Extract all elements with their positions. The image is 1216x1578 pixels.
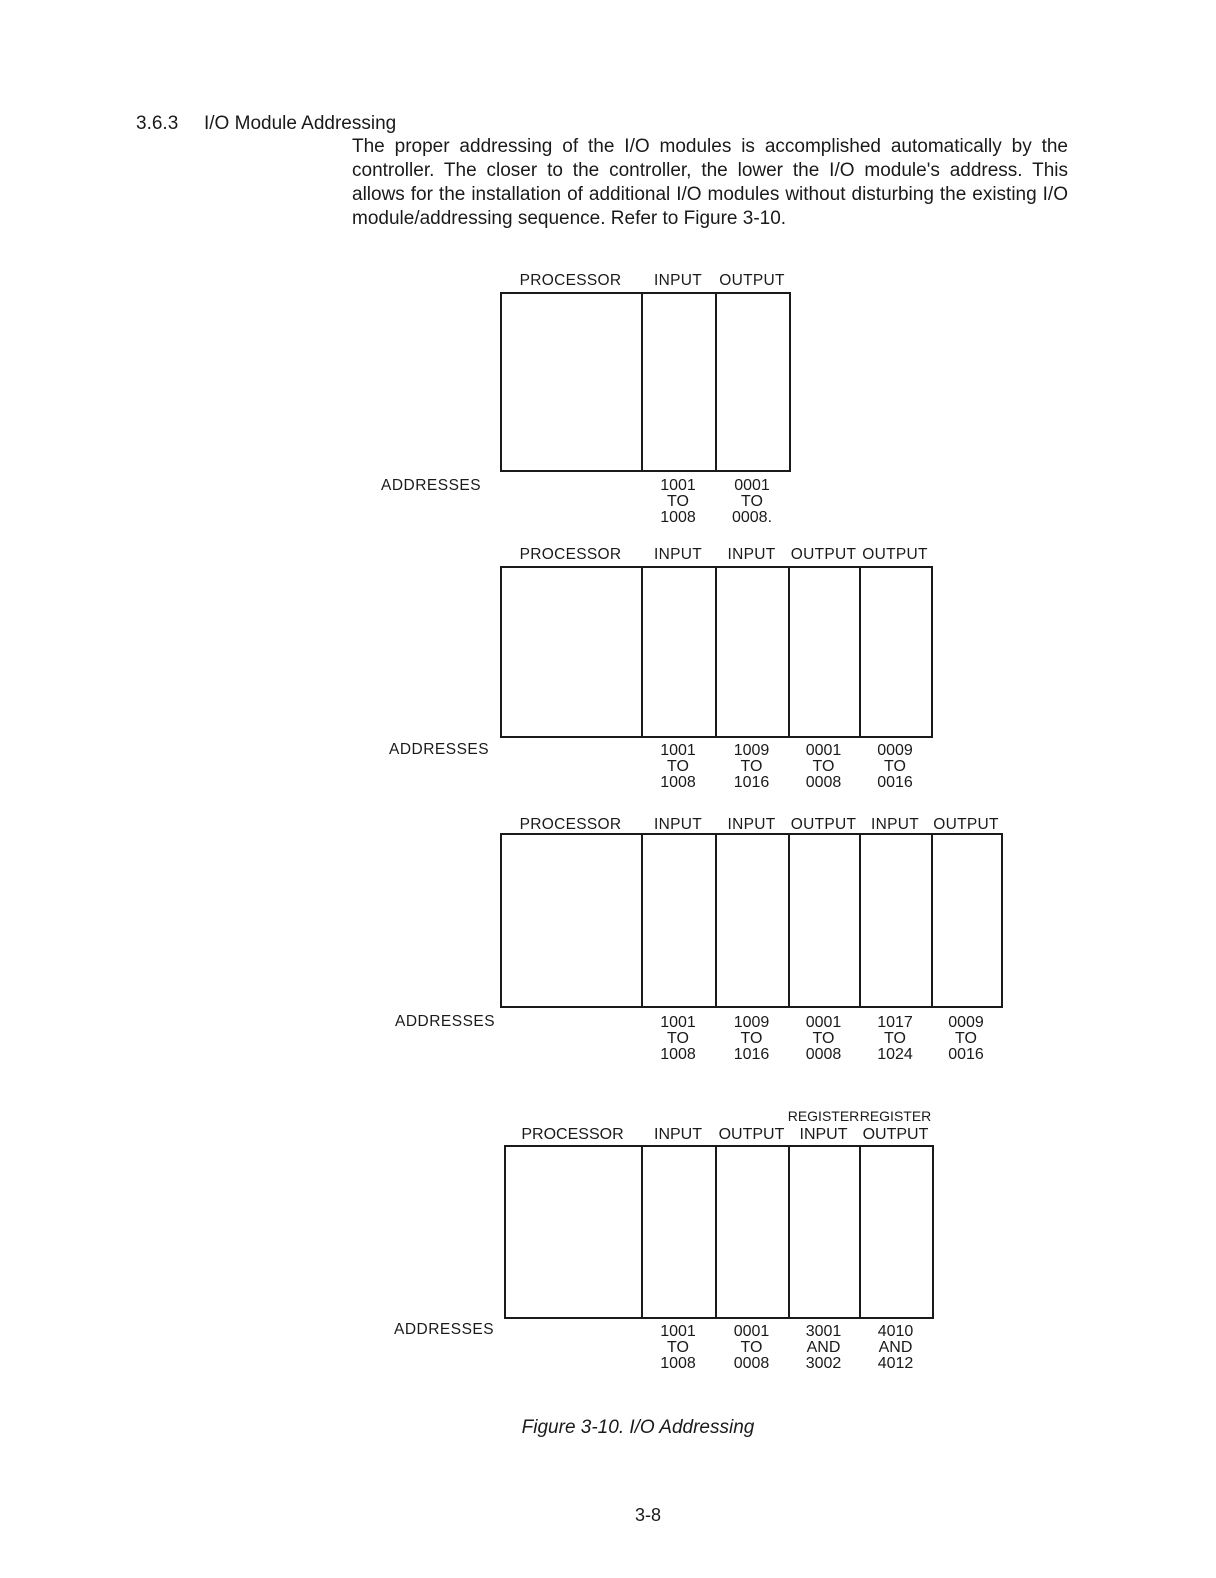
address-line: 0009 bbox=[948, 1014, 984, 1031]
slot-divider bbox=[641, 292, 643, 472]
module-label-output: OUTPUT bbox=[862, 546, 928, 563]
slot-divider bbox=[715, 833, 717, 1008]
slot-divider bbox=[788, 833, 790, 1008]
section-heading bbox=[136, 113, 396, 135]
address-line: 4012 bbox=[877, 1355, 914, 1372]
address-line: 1008 bbox=[660, 1046, 696, 1063]
module-address-range bbox=[931, 1015, 1001, 1063]
module-address-range bbox=[643, 1324, 713, 1372]
slot-divider bbox=[859, 833, 861, 1008]
rack-3 bbox=[500, 833, 1003, 1008]
module-address-range bbox=[789, 743, 859, 791]
module-address-range bbox=[643, 1015, 713, 1063]
module-address-range bbox=[717, 743, 787, 791]
address-line: TO bbox=[740, 1030, 763, 1047]
slot-divider bbox=[931, 833, 933, 1008]
address-line: TO bbox=[812, 758, 835, 775]
module-label-processor: PROCESSOR bbox=[521, 1126, 624, 1143]
address-line: 1017 bbox=[877, 1014, 913, 1031]
address-line: 3002 bbox=[805, 1355, 842, 1372]
address-line: AND bbox=[806, 1339, 841, 1356]
module-label-output: OUTPUT bbox=[718, 1126, 785, 1143]
address-line: 0008 bbox=[805, 774, 842, 791]
module-sublabel-register: REGISTER bbox=[787, 1108, 860, 1124]
slot-divider bbox=[715, 1145, 717, 1319]
section-number: 3.6.3 bbox=[136, 113, 179, 134]
address-line: TO bbox=[812, 1030, 835, 1047]
module-address-range bbox=[860, 1015, 930, 1063]
address-line: TO bbox=[955, 1030, 977, 1047]
address-line: 0001 bbox=[733, 1323, 770, 1340]
addresses-label: ADDRESSES bbox=[381, 477, 482, 494]
module-address-range bbox=[643, 478, 713, 526]
address-line: 0016 bbox=[948, 1046, 984, 1063]
module-label-processor: PROCESSOR bbox=[519, 546, 622, 563]
slot-divider bbox=[859, 1145, 861, 1319]
address-line: TO bbox=[667, 1339, 689, 1356]
module-label-output: OUTPUT bbox=[862, 1126, 929, 1143]
module-label-output: OUTPUT bbox=[933, 816, 999, 833]
address-line: TO bbox=[667, 758, 689, 775]
address-line: TO bbox=[884, 758, 906, 775]
addresses-label: ADDRESSES bbox=[395, 1013, 496, 1030]
body-paragraph: The proper addressing of the I/O modules is accomplished automatically by the controller. The closer to the controller, the lower the I/O module's address. This allows for the installation of additional I/O modules without disturbing the existing I/O module/addressing sequence. Refer to Figure 3-10. bbox=[352, 136, 1068, 229]
address-line: 1001 bbox=[660, 477, 696, 494]
address-line: 0001 bbox=[805, 1014, 842, 1031]
address-line: AND bbox=[878, 1339, 913, 1356]
figure-caption: Figure 3-10. I/O Addressing bbox=[521, 1417, 755, 1438]
address-line: 0008 bbox=[805, 1046, 842, 1063]
address-line: 1008 bbox=[660, 774, 696, 791]
address-line: TO bbox=[740, 1339, 763, 1356]
module-label-output: OUTPUT bbox=[719, 272, 785, 289]
rack-4 bbox=[504, 1145, 934, 1319]
slot-divider bbox=[859, 566, 861, 738]
address-line: 0008. bbox=[731, 509, 773, 526]
module-address-range bbox=[717, 1015, 787, 1063]
address-line: TO bbox=[884, 1030, 906, 1047]
module-label-input: INPUT bbox=[654, 272, 702, 289]
rack-1 bbox=[500, 292, 791, 472]
slot-divider bbox=[715, 566, 717, 738]
address-line: 1008 bbox=[660, 1355, 696, 1372]
module-sublabel-register: REGISTER bbox=[859, 1108, 932, 1124]
address-line: 1024 bbox=[877, 1046, 913, 1063]
address-line: 1008 bbox=[660, 509, 696, 526]
slot-divider bbox=[788, 1145, 790, 1319]
module-label-input: INPUT bbox=[799, 1126, 848, 1143]
module-address-range bbox=[861, 1324, 931, 1372]
module-address-range bbox=[860, 743, 930, 791]
module-address-range bbox=[643, 743, 713, 791]
slot-divider bbox=[641, 1145, 643, 1319]
module-label-input: INPUT bbox=[654, 816, 702, 833]
address-line: TO bbox=[667, 493, 689, 510]
slot-divider bbox=[641, 566, 643, 738]
page-number: 3-8 bbox=[634, 1505, 661, 1525]
module-label-processor: PROCESSOR bbox=[519, 816, 622, 833]
module-label-output: OUTPUT bbox=[790, 546, 857, 563]
module-label-processor: PROCESSOR bbox=[519, 272, 622, 289]
slot-divider bbox=[788, 566, 790, 738]
address-line: 1001 bbox=[660, 1323, 696, 1340]
module-label-input: INPUT bbox=[654, 546, 702, 563]
address-line: 3001 bbox=[805, 1323, 842, 1340]
address-line: 0001 bbox=[734, 477, 770, 494]
address-line: 0016 bbox=[877, 774, 913, 791]
module-label-input: INPUT bbox=[654, 1126, 702, 1143]
module-label-input: INPUT bbox=[871, 816, 919, 833]
addresses-label: ADDRESSES bbox=[394, 1321, 495, 1338]
address-line: 0008 bbox=[733, 1355, 770, 1372]
address-line: 1001 bbox=[660, 1014, 696, 1031]
module-label-output: OUTPUT bbox=[790, 816, 857, 833]
address-line: 1009 bbox=[733, 1014, 770, 1031]
module-address-range bbox=[717, 1324, 787, 1372]
module-address-range bbox=[789, 1015, 859, 1063]
section-title: I/O Module Addressing bbox=[204, 113, 397, 134]
address-line: TO bbox=[740, 758, 763, 775]
address-line: 1016 bbox=[733, 1046, 770, 1063]
address-line: 4010 bbox=[877, 1323, 914, 1340]
module-address-range bbox=[789, 1324, 859, 1372]
address-line: 0001 bbox=[805, 742, 842, 759]
address-line: 1001 bbox=[660, 742, 696, 759]
module-address-range bbox=[717, 478, 787, 526]
module-label-input: INPUT bbox=[727, 546, 776, 563]
address-line: 0009 bbox=[877, 742, 913, 759]
address-line: 1009 bbox=[733, 742, 770, 759]
slot-divider bbox=[641, 833, 643, 1008]
addresses-label: ADDRESSES bbox=[389, 741, 490, 758]
module-label-input: INPUT bbox=[727, 816, 776, 833]
slot-divider bbox=[715, 292, 717, 472]
address-line: 1016 bbox=[733, 774, 770, 791]
address-line: TO bbox=[741, 493, 763, 510]
address-line: TO bbox=[667, 1030, 689, 1047]
